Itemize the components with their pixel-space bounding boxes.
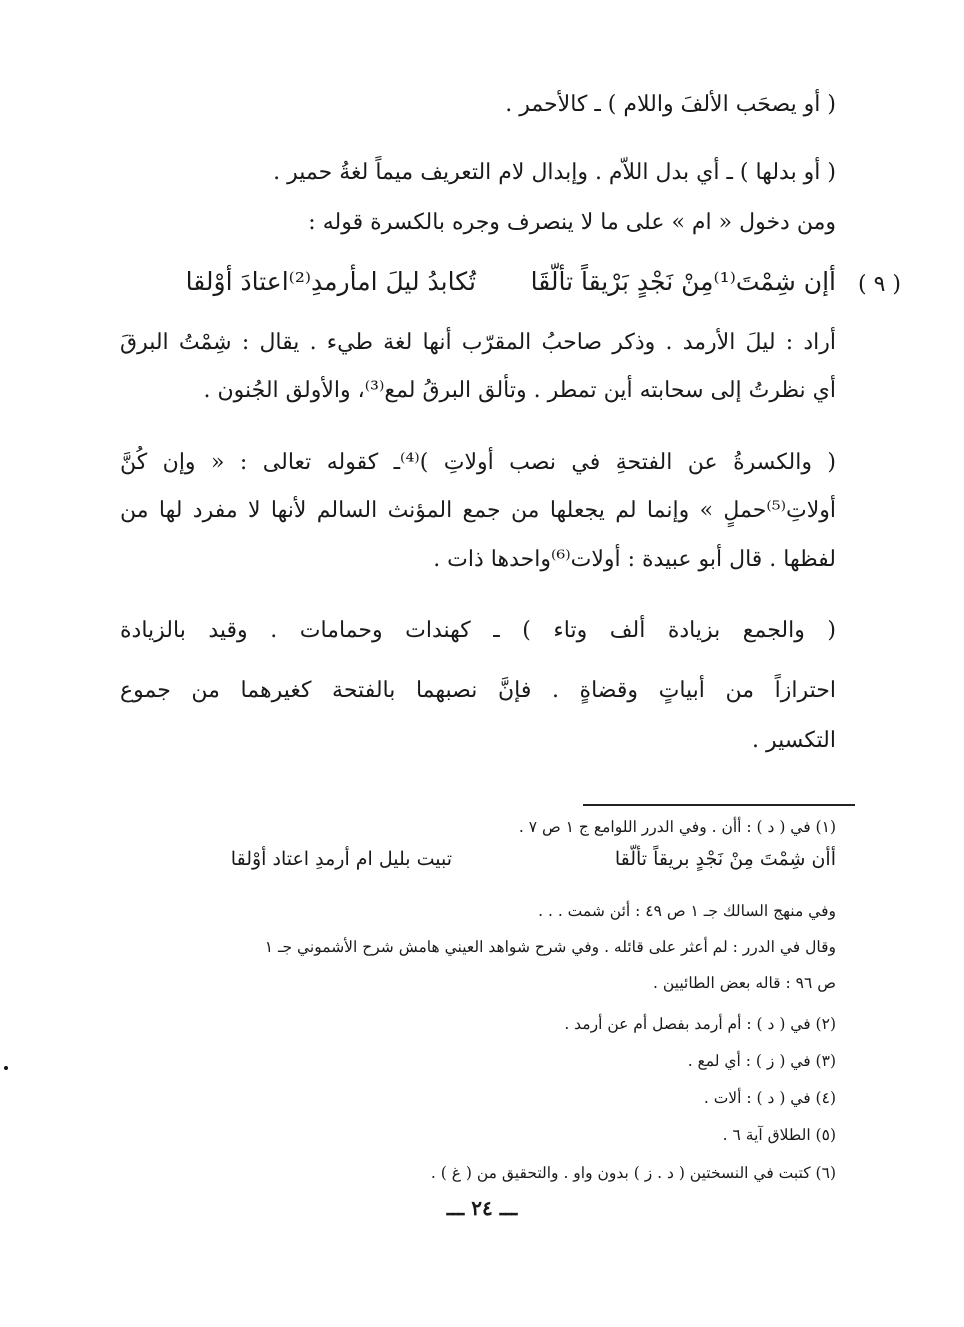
footnote-2: (٢) في ( د ) : أم أرمد بفصل أم عن أرمد .: [564, 1015, 836, 1033]
text-line-12: التكسير .: [752, 728, 836, 753]
text-line-8: أولاتِ⁽⁵⁾حملٍ » وإنما لم يجعلها من جمع المؤنث السالم لأنها لا مفرد لها من: [120, 498, 836, 523]
footnote-separator: [583, 804, 855, 806]
text-line-5: أراد : ليلَ الأرمد . وذكر صاحبُ المقرّب أنها لغة طيء . يقال : شِمْتُ البرقَ: [120, 330, 836, 355]
verse-number: ( ٩ ): [858, 272, 901, 297]
footnote-1-line-c: وقال في الدرر : لم أعثر على قائله . وفي شرح شواهد العيني هامش شرح الأشموني جـ ١: [264, 938, 836, 956]
text-line-9: لفظها . قال أبو عبيدة : أولات⁽⁶⁾واحدها ذات .: [433, 547, 836, 572]
text-line-3: ومن دخول « ام » على ما لا ينصرف وجره بالكسرة قوله :: [308, 210, 836, 235]
footnote-6: (٦) كتبت في النسختين ( د . ز ) بدون واو . والتحقيق من ( غ ) .: [430, 1164, 836, 1182]
page-number: ـــ ٢٤ ـــ: [446, 1196, 518, 1220]
scan-speck: [4, 1066, 8, 1070]
footnote-1-verse-second: تبيت بليل ام أرمدِ اعتاد أوْلقا: [230, 848, 452, 870]
footnote-4: (٤) في ( د ) : ألات .: [703, 1089, 836, 1107]
text-line-10: ( والجمع بزيادة ألف وتاء ) ـ كهندات وحمامات . وقيد بالزيادة: [120, 618, 836, 643]
text-line-7: ( والكسرةُ عن الفتحةِ في نصب أولاتِ )⁽⁴⁾ـ كقوله تعالى : « وإن كُنَّ: [120, 450, 836, 475]
text-line-11: احترازاً من أبياتٍ وقضاةٍ . فإنَّ نصبهما بالفتحة كغيرهما من جموع: [120, 678, 836, 703]
footnote-1-verse-first: أأن شِمْتَ مِنْ نَجْدٍ بريقاً تألّقا: [614, 848, 836, 870]
footnote-1-line-d: ص ٩٦ : قاله بعض الطائيين .: [653, 974, 836, 992]
text-line-6: أي نظرتُ إلى سحابته أين تمطر . وتألق البرقُ لمع⁽³⁾، والأولق الجُنون .: [203, 378, 836, 403]
footnote-3: (٣) في ( ز ) : أي لمع .: [687, 1052, 836, 1070]
footnote-1-line-b: وفي منهج السالك جـ ١ ص ٤٩ : أئن شمت . . .: [538, 902, 836, 920]
text-line-2: ( أو بدلها ) ـ أي بدل اللاّم . وإبدال لام التعريف ميماً لغةُ حمير .: [273, 160, 836, 185]
footnote-5: (٥) الطلاق آية ٦ .: [722, 1126, 836, 1144]
verse-second-hemistich: تُكابدُ ليلَ امأرمدِ⁽²⁾اعتادَ أوْلقا: [185, 267, 476, 296]
text-line-1: ( أو يصحَب الألفَ واللام ) ـ كالأحمر .: [505, 92, 836, 117]
footnote-1: (١) في ( د ) : أأن . وفي الدرر اللوامع ج ١ ص ٧ .: [518, 818, 836, 836]
verse-first-hemistich: أإن شِمْتَ⁽¹⁾مِنْ نَجْدٍ بَرْيقاً تألّقَا: [530, 267, 836, 296]
